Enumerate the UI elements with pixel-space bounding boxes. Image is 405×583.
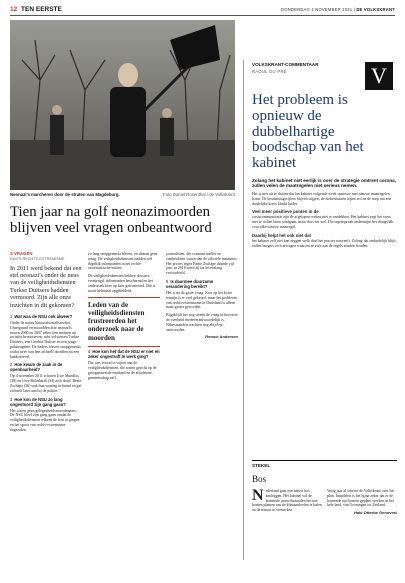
- article-subkicker: DUITS RECHTS-EXTREMISME: [10, 256, 65, 261]
- answer-2: Op 4 november 2011 schoten Uwe Mundlos (38) en Uwe Böhnhardt (34) zich dood. Beate Zschäpe (36) stak hun woning in brand en gaf zichzelf later aan bij de politie.: [10, 374, 82, 393]
- commentary-headline: Het probleem is opnieuw de dubbelhartige boodschap van het kabinet: [252, 92, 364, 172]
- caption-text: Neonazi's marcheren door de straten van Magdeburg.: [10, 192, 120, 197]
- commentary-body: [252, 192, 397, 251]
- page-header-right: DONDERDAG 4 NOVEMBER 2021 | DE VOLKSKRANT: [280, 7, 395, 12]
- march-photo-illustration: [10, 20, 235, 190]
- answer-3: Het waren geen gelegenheidsmoordenaars. De NSU bleef zijn gang gaan omdat de veiligheidsdiensten telkens de fout in gingen en het spoor van rechts-extremisme negeerden.: [10, 408, 80, 432]
- col3-text-b: Bijgeblijft het nog steeds de vraag in hoeverre de overheid medeverantwoordelijk is. Nabestaanden wachten nog altijd op antwoorden.: [166, 313, 238, 332]
- stekel-rule: [252, 460, 397, 461]
- commentary-intro: Zolang het kabinet niet eerlijk is over de strategie omtrent corona, zullen velen de maatregelen niet serieus nemen.: [252, 178, 396, 189]
- stekel-label: STEKEL: [252, 463, 271, 468]
- issue-date: DONDERDAG 4 NOVEMBER 2021: [280, 7, 353, 12]
- stekel-column-1: [252, 489, 322, 513]
- page-header-left: [10, 6, 62, 13]
- question-2: 2 Hoe kwam de zaak in de openbaarheid?: [10, 362, 63, 373]
- answer-4: Dat was vooral te wijten aan de veiligheidsdiensten, die waren gericht op de georganiseerde misdaad en de allochtone gemeenschap zelf.: [88, 361, 157, 380]
- stekel-text-a: ederland gaat een nieuw bos aanleggen. Het kabinet wil de komende jaren duizenden hectare bomen planten om de klimaatdoelen te halen en de natuur te versterken.: [252, 489, 322, 513]
- volkskrant-v-logo: V: [365, 62, 393, 90]
- column-divider: [243, 60, 244, 560]
- photo-credit: Foto Daniel Rosenthal / de Volkskrant: [163, 192, 235, 197]
- pullquote: Leden van de veiligheidsdiensten frustreerden het onderzoek naar de moorden: [88, 301, 145, 342]
- pullquote-rule: [88, 297, 160, 298]
- answer-5: Het is nu de grote vraag. Kort op het korte termijn is er veel gebeurd, maar het probleem van rechts-extremisme in Duitsland is alleen maar groter geworden.: [166, 290, 237, 310]
- commentary-label: VOLKSKRANT-COMMENTAAR: [252, 62, 319, 67]
- col2-text-b: De veiligheidsdiensten hebben dossiers vernietigd, informanten beschermd en het onderzoek keer op keer gefrustreerd. Dat is nooit helemaal opgehelderd.: [88, 274, 156, 293]
- article-lede: In 2011 werd bekend dat een stel neonazi's onder de neus van de veiligheidsdiensten Turkse Duitsers hadden vermoord. Zijn alle onze inzichten in dit gekomen?: [10, 264, 82, 309]
- stekel-text-b: Vorig jaar al schreef de Volkskrant over het plan. Inmiddels is het bijna zeker dat er de komende tijd bomen geplant worden in het hele land, van Groningen tot Zeeland.: [327, 489, 395, 508]
- commentary-paragraph-2: crisiscommunicatie zijn de afgelopen weken niet te ontdekken. Het kabinet zegt het virus niet te willen laten rondgaan, maar doet het wel. Die tegenspraak ondermijnt het draagvlak voor elke nieuwe maatregel.: [252, 215, 394, 229]
- article-headline: Tien jaar na golf neonazimoorden blijven veel vragen onbeantwoord: [10, 204, 212, 236]
- stekel-column-2: [327, 489, 397, 516]
- question-4: 4 Hoe kon het dat de NSU er niet en zeker ongestraft te werk ging?: [88, 349, 160, 360]
- question-5: 5 Is daarmee duurzame verandering bereikt?: [166, 278, 214, 289]
- stekel-author: Haki Otterbe Genovesi: [354, 510, 397, 516]
- col2-text-a: zo lang onopgemerkt bleven, en daarna geen terug. De veiligheidsdiensten hadden wel degelijk informanten in het rechts-extremistische milieu.: [88, 252, 158, 271]
- answer-1: Onder de naam Nationalsozialistischer Untergrund vermoordden drie neonazi's tussen 2000 en 2007 zeker tien mensen uit racistische motieven: acht volwassen Turkse Duitsers, een Griekse Duitser en een jonge politieagente. De daders bleven onopgemerkt, totdat twee van hen zichzelf doodden na een bankoverval.: [10, 321, 82, 359]
- article-column-3: [166, 252, 238, 340]
- stekel-title: Bos: [252, 474, 267, 484]
- commentary-author: RAOUL DU PRÉ: [252, 69, 287, 74]
- commentary-lead-3: Daarbij helpt het ook niet dat: [252, 232, 311, 238]
- section-title: TEN EERSTE: [21, 6, 62, 13]
- page-number: 12: [10, 6, 18, 13]
- header-rule: [10, 15, 395, 16]
- article-column-1: [10, 252, 82, 436]
- article-column-2: [88, 252, 160, 384]
- commentary-lead-2: Veel meer positieve punten in de: [252, 209, 319, 215]
- stekel-dropcap: N: [252, 487, 264, 504]
- question-3: 3 Hoe kon de NSU zo lang ongestoord zijn gang gaan?: [10, 396, 66, 407]
- commentary-paragraph-3: het kabinet zelf niet kan zeggen welk doel het precies nastreeft. Zolang dat onduidelijk blijft, zullen burgers zich afvragen waarom ze zich aan de regels zouden houden.: [252, 238, 397, 248]
- article-kicker: S VRAGEN: [10, 251, 33, 256]
- paper-name: DE VOLKSKRANT: [356, 7, 395, 12]
- col3-text-a: journalisten, die constant sneller en vastbesloten waren dan de officiële instanties. Het proces tegen Beate Zschäpe duurde vijf jaar; in 2018 werd zij tot levenslang veroordeeld.: [166, 252, 238, 276]
- commentary-paragraph-1: Het is niet uit te sluiten dat het kabinet volgende week opnieuw met nieuwe maatregelen komt. De besmettingscijfers blijven stijgen, de ziekenhuizen lopen vol en de roep om een duidelijke koers klinkt luider.: [252, 192, 392, 206]
- pullquote-rule-bottom: [88, 346, 160, 347]
- article-author: Remco Andersen: [205, 334, 238, 340]
- question-1: 1 Wat was de NSU ook alweer?: [10, 314, 73, 320]
- photo-caption: [10, 192, 235, 197]
- article-photo: [10, 20, 235, 190]
